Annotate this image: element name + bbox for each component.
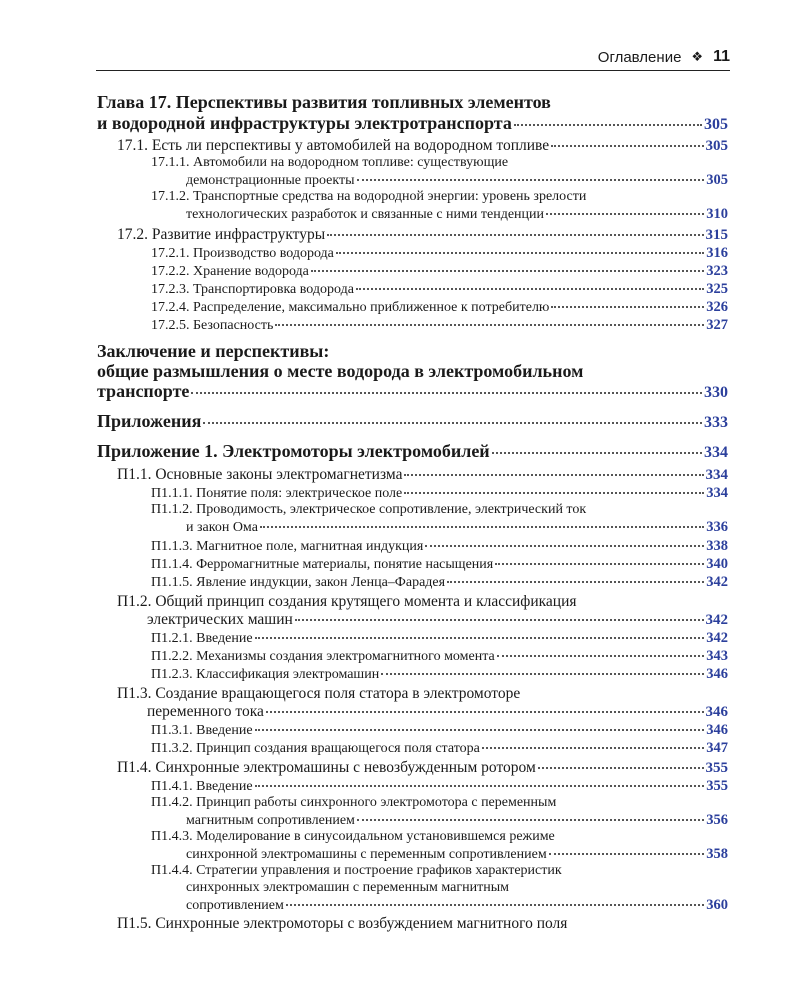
toc-entry-appendix-1[interactable] — [97, 441, 728, 462]
toc-entry-p1-2-2[interactable] — [151, 648, 728, 665]
dot-leader — [357, 179, 705, 181]
dot-leader — [538, 767, 704, 769]
page-number: 310 — [706, 206, 728, 222]
dot-leader — [425, 545, 704, 547]
toc-entry-p1-4-3[interactable] — [186, 846, 728, 863]
entry-p1-4-4-line2: синхронных электромашин с переменным магнитным — [186, 880, 509, 895]
toc-entry-conclusion[interactable] — [97, 381, 728, 402]
toc-entry-p1-2-1[interactable] — [151, 630, 728, 647]
toc-entry-17-1-2[interactable] — [186, 206, 728, 223]
entry-title: демонстрационные проекты — [186, 173, 355, 188]
page-number: 342 — [705, 612, 728, 628]
dot-leader — [203, 422, 702, 424]
entry-title: 17.2.4. Распределение, максимально приближенное к потребителю — [151, 300, 550, 315]
toc-entry-p1-1-3[interactable] — [151, 538, 728, 555]
page-number: 326 — [706, 299, 728, 315]
entry-title: П1.3.2. Принцип создания вращающегося поля статора — [151, 741, 480, 756]
page-number: 338 — [706, 538, 728, 554]
entry-title: электрических машин — [147, 611, 293, 628]
entry-title: П1.2.2. Механизмы создания электромагнитного момента — [151, 649, 495, 664]
page-number: 334 — [706, 485, 728, 501]
toc-entry-p1-2-3[interactable] — [151, 666, 728, 683]
entry-title: 17.2.1. Производство водорода — [151, 246, 334, 261]
toc-entry-p1-5[interactable]: П1.5. Синхронные электромоторы с возбуждением магнитного поля — [117, 915, 568, 932]
entry-title: П1.4.1. Введение — [151, 779, 253, 794]
entry-title: технологических разработок и связанные с ними тенденции — [186, 207, 545, 222]
dot-leader — [275, 324, 704, 326]
entry-title: Приложения — [97, 411, 202, 431]
dot-leader — [191, 392, 702, 394]
page-number: 355 — [705, 760, 728, 776]
dot-leader — [514, 124, 702, 126]
toc-entry-p1-2[interactable] — [147, 611, 728, 629]
toc-entry-p1-1-5[interactable] — [151, 574, 728, 591]
header-section-title: Оглавление — [597, 48, 682, 66]
dot-leader — [546, 213, 704, 215]
page-number: 333 — [704, 414, 728, 431]
dot-leader — [327, 234, 703, 236]
page-number: 305 — [705, 138, 728, 154]
dot-leader — [497, 655, 705, 657]
entry-title: П1.1.5. Явление индукции, закон Ленца–Фарадея — [151, 575, 446, 590]
dot-leader — [404, 474, 703, 476]
toc-entry-17-2-3[interactable] — [151, 281, 728, 298]
page-number: 360 — [706, 897, 728, 913]
page-number: 305 — [704, 116, 728, 133]
page-number: 305 — [706, 172, 728, 188]
entry-title: П1.2.3. Классификация электромашин — [151, 667, 380, 682]
entry-p1-4-4-line1: П1.4.4. Стратегии управления и построение графиков характеристик — [151, 863, 562, 878]
toc-entry-17-2-4[interactable] — [151, 299, 728, 316]
dot-leader — [549, 853, 705, 855]
entry-title: 17.2.2. Хранение водорода — [151, 264, 309, 279]
dot-leader — [311, 270, 704, 272]
dot-leader — [356, 288, 704, 290]
page-number: 330 — [704, 384, 728, 401]
page-number: 336 — [706, 519, 728, 535]
entry-title: 17.2.3. Транспортировка водорода — [151, 282, 354, 297]
ornament-icon: ❖ — [691, 49, 704, 64]
page-number: 340 — [706, 556, 728, 572]
page-number: 315 — [705, 227, 728, 243]
entry-title: Приложение 1. Электромоторы электромобилей — [97, 441, 490, 461]
entry-title: 17.2.5. Безопасность — [151, 318, 274, 333]
toc-entry-17-2[interactable] — [117, 226, 728, 244]
toc-entry-chapter-17[interactable] — [97, 113, 728, 134]
toc-entry-17-2-1[interactable] — [151, 245, 728, 262]
toc-entry-p1-3-1[interactable] — [151, 722, 728, 739]
page-number: 343 — [706, 648, 728, 664]
entry-17-1-1-line1: 17.1.1. Автомобили на водородном топливе: существующие — [151, 155, 509, 170]
toc-entry-p1-1-4[interactable] — [151, 556, 728, 573]
entry-title: магнитным сопротивлением — [186, 813, 355, 828]
toc-entry-p1-1-2[interactable] — [186, 519, 728, 536]
entry-title: и закон Ома — [186, 520, 258, 535]
page-number: 334 — [705, 467, 728, 483]
entry-title: транспорте — [97, 381, 190, 401]
toc-entry-p1-4-1[interactable] — [151, 778, 728, 795]
toc-entry-appendices[interactable] — [97, 411, 728, 432]
page-number: 346 — [705, 704, 728, 720]
dot-leader — [381, 673, 704, 675]
toc-entry-p1-4[interactable] — [117, 759, 728, 777]
toc-entry-p1-3[interactable] — [147, 703, 728, 721]
dot-leader — [357, 819, 704, 821]
toc-entry-p1-4-4[interactable] — [186, 897, 728, 914]
entry-title: П1.1.4. Ферромагнитные материалы, понятие насыщения — [151, 557, 494, 572]
entry-title: 17.2. Развитие инфраструктуры — [117, 226, 326, 243]
chapter-17-title-line2: и водородной инфраструктуры электротранспорта — [97, 113, 512, 133]
toc-entry-17-1[interactable] — [117, 137, 728, 155]
conclusion-title-line2: общие размышления о месте водорода в электромобильном — [97, 361, 584, 381]
page-number: 346 — [706, 666, 728, 682]
page-number: 356 — [706, 812, 728, 828]
entry-p1-2-line1: П1.2. Общий принцип создания крутящего момента и классификация — [117, 593, 577, 610]
toc-entry-p1-1[interactable] — [117, 466, 728, 484]
dot-leader — [255, 785, 705, 787]
page-number: 334 — [704, 444, 728, 461]
page-number: 342 — [706, 574, 728, 590]
header-page-number: 11 — [713, 48, 730, 65]
running-header — [96, 44, 730, 71]
entry-title: сопротивлением — [186, 898, 284, 913]
page-number: 347 — [706, 740, 728, 756]
page-number: 316 — [706, 245, 728, 261]
page-number: 327 — [706, 317, 728, 333]
conclusion-title-line1: Заключение и перспективы: — [97, 341, 330, 361]
dot-leader — [336, 252, 704, 254]
entry-p1-3-line1: П1.3. Создание вращающегося поля статора в электромоторе — [117, 685, 521, 702]
dot-leader — [286, 904, 704, 906]
toc-entry-17-2-5[interactable] — [151, 317, 728, 334]
page-number: 355 — [706, 778, 728, 794]
dot-leader — [266, 711, 704, 713]
dot-leader — [447, 581, 704, 583]
dot-leader — [255, 637, 705, 639]
dot-leader — [255, 729, 705, 731]
dot-leader — [551, 306, 704, 308]
toc-entry-17-1-1[interactable] — [186, 172, 728, 189]
page-number: 346 — [706, 722, 728, 738]
entry-title: П1.1.3. Магнитное поле, магнитная индукция — [151, 539, 424, 554]
entry-title: П1.1.1. Понятие поля: электрическое поле — [151, 486, 403, 501]
dot-leader — [482, 747, 704, 749]
toc-entry-p1-1-1[interactable] — [151, 485, 728, 502]
page-number: 358 — [706, 846, 728, 862]
toc-entry-p1-4-2[interactable] — [186, 812, 728, 829]
dot-leader — [404, 492, 704, 494]
entry-17-1-2-line1: 17.1.2. Транспортные средства на водородной энергии: уровень зрелости — [151, 189, 587, 204]
toc-entry-17-2-2[interactable] — [151, 263, 728, 280]
dot-leader — [260, 526, 704, 528]
page-number: 342 — [706, 630, 728, 646]
entry-p1-1-2-line1: П1.1.2. Проводимость, электрическое сопротивление, электрический ток — [151, 502, 587, 517]
entry-title: переменного тока — [147, 703, 264, 720]
dot-leader — [551, 145, 703, 147]
page-number: 323 — [706, 263, 728, 279]
toc-entry-p1-3-2[interactable] — [151, 740, 728, 757]
entry-title: П1.2.1. Введение — [151, 631, 253, 646]
entry-p1-4-3-line1: П1.4.3. Моделирование в синусоидальном установившемся режиме — [151, 829, 555, 844]
dot-leader — [495, 563, 704, 565]
entry-title: П1.1. Основные законы электромагнетизма — [117, 466, 403, 483]
entry-title: 17.1. Есть ли перспективы у автомобилей на водородном топливе — [117, 137, 550, 154]
entry-title: П1.3.1. Введение — [151, 723, 253, 738]
dot-leader — [492, 452, 702, 454]
entry-title: П1.4. Синхронные электромашины с невозбужденным ротором — [117, 759, 536, 776]
entry-p1-4-2-line1: П1.4.2. Принцип работы синхронного электромотора с переменным — [151, 795, 557, 810]
page-number: 325 — [706, 281, 728, 297]
chapter-17-title-line1: Глава 17. Перспективы развития топливных элементов — [97, 92, 551, 112]
entry-title: синхронной электромашины с переменным сопротивлением — [186, 847, 547, 862]
dot-leader — [295, 619, 704, 621]
